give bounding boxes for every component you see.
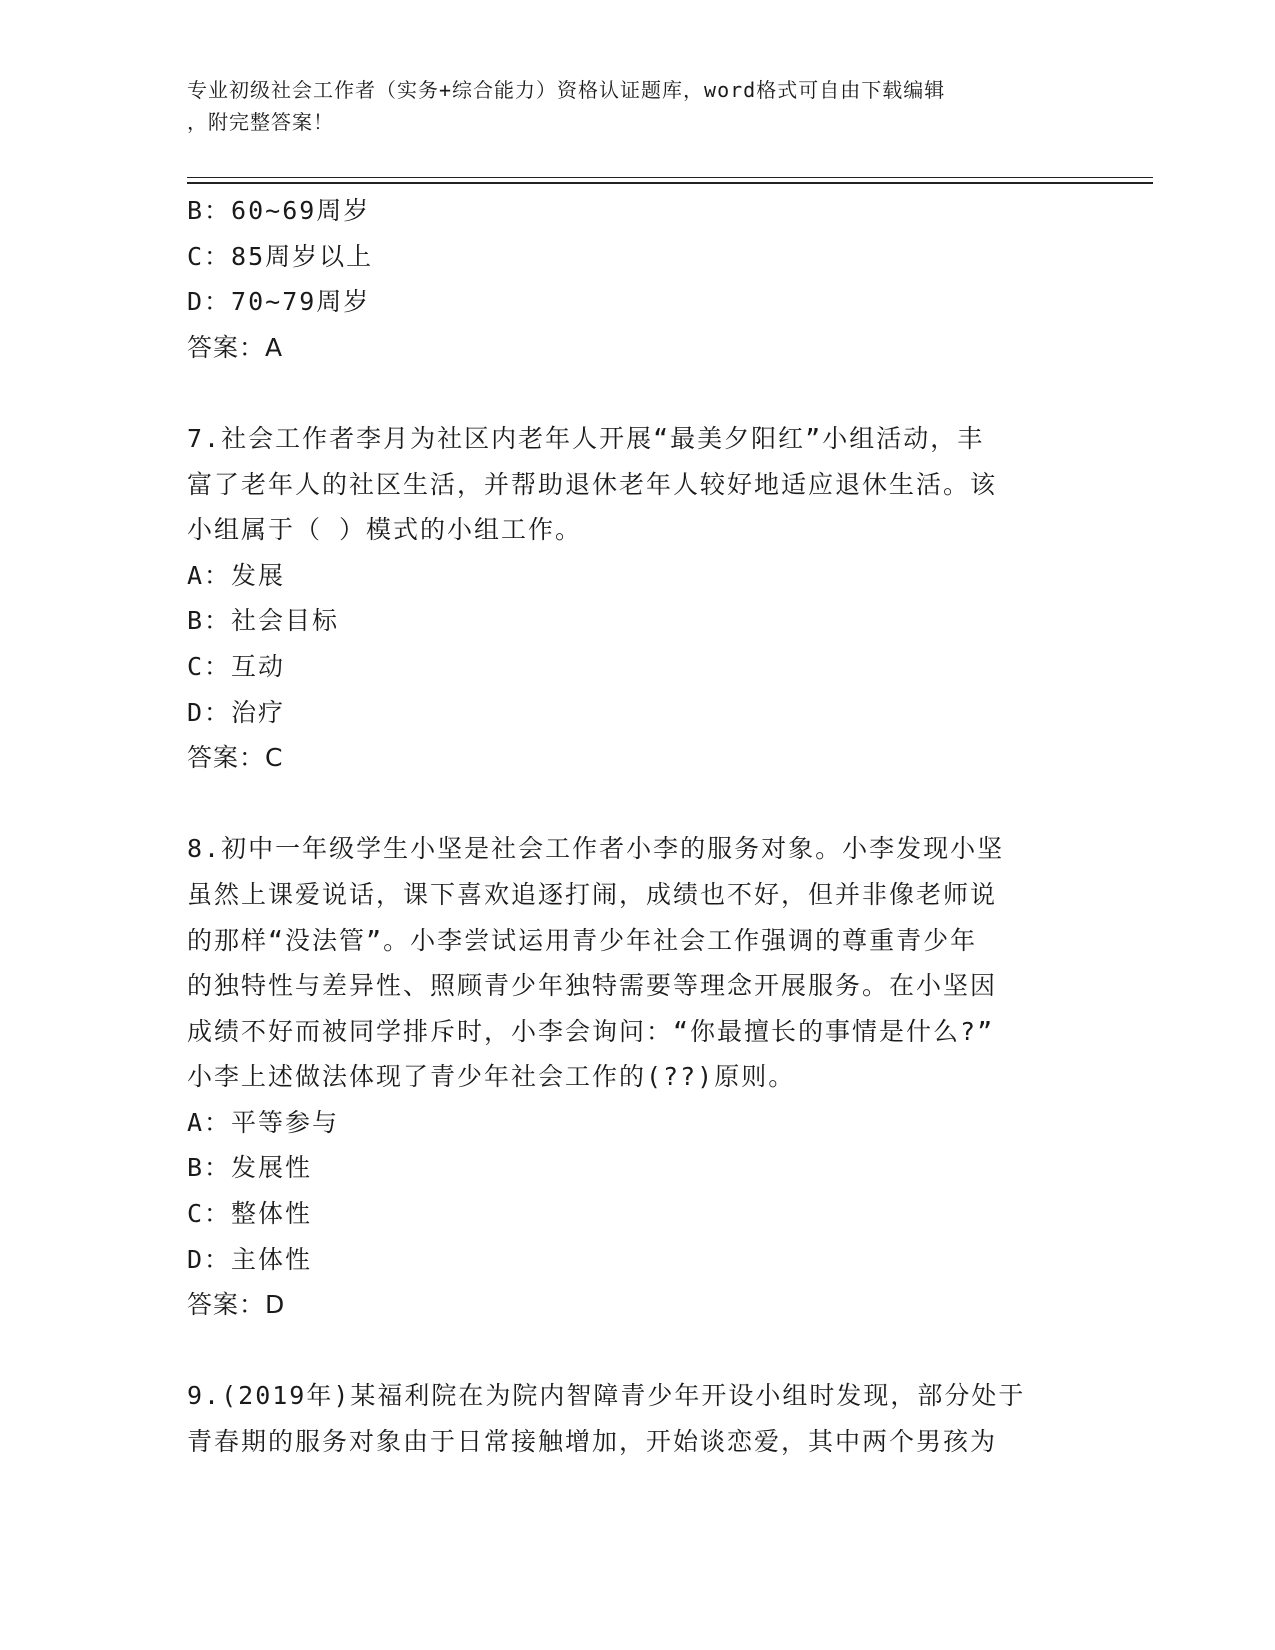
spacer bbox=[187, 781, 1087, 827]
option-c: C：互动 bbox=[187, 651, 286, 681]
option-b: B：60~69周岁 bbox=[187, 196, 371, 225]
question-9 bbox=[187, 1373, 1087, 1464]
header-divider-thick bbox=[187, 182, 1153, 184]
option-a: A：发展 bbox=[187, 560, 286, 590]
option-c: C：整体性 bbox=[187, 1199, 313, 1229]
option-c: C：85周岁以上 bbox=[187, 241, 374, 271]
option-a: A：平等参与 bbox=[187, 1107, 340, 1137]
question-stem-line: 成绩不好而被同学排斥时，小李会询问：“你最擅长的事情是什么?” bbox=[187, 1016, 995, 1046]
header-title-line-2: ，附完整答案！ bbox=[187, 110, 334, 134]
question-stem-line: 8.初中一年级学生小坚是社会工作者小李的服务对象。小李发现小坚 bbox=[187, 834, 1005, 864]
question-stem-line: 小李上述做法体现了青少年社会工作的(??)原则。 bbox=[187, 1062, 796, 1092]
spacer bbox=[187, 370, 1087, 416]
question-8 bbox=[187, 826, 1087, 1328]
document-body bbox=[187, 188, 1087, 1465]
question-6-continued bbox=[187, 188, 1087, 370]
question-stem-line: 的独特性与差异性、照顾青少年独特需要等理念开展服务。在小坚因 bbox=[187, 971, 998, 1001]
question-stem-line: 富了老年人的社区生活，并帮助退休老年人较好地适应退休生活。该 bbox=[187, 469, 998, 499]
spacer bbox=[187, 1328, 1087, 1374]
question-stem-line: 虽然上课爱说话，课下喜欢追逐打闹，成绩也不好，但并非像老师说 bbox=[187, 879, 998, 909]
option-b: B：社会目标 bbox=[187, 606, 340, 636]
question-stem-line: 青春期的服务对象由于日常接触增加，开始谈恋爱，其中两个男孩为 bbox=[187, 1427, 998, 1457]
option-d: D：70~79周岁 bbox=[187, 287, 371, 317]
question-7 bbox=[187, 416, 1087, 781]
answer-line: 答案：D bbox=[187, 1290, 286, 1320]
answer-line: 答案：A bbox=[187, 332, 284, 362]
option-d: D：治疗 bbox=[187, 697, 286, 727]
question-stem-line: 7.社会工作者李月为社区内老年人开展“最美夕阳红”小组活动，丰 bbox=[187, 423, 985, 453]
option-d: D：主体性 bbox=[187, 1244, 313, 1274]
question-stem-line: 的那样“没法管”。小李尝试运用青少年社会工作强调的尊重青少年 bbox=[187, 925, 978, 955]
header-title-line-1: 专业初级社会工作者（实务+综合能力）资格认证题库，word格式可自由下载编辑 bbox=[187, 78, 946, 102]
question-stem-line: 小组属于（ ）模式的小组工作。 bbox=[187, 515, 583, 545]
option-b: B：发展性 bbox=[187, 1153, 313, 1183]
answer-line: 答案：C bbox=[187, 743, 284, 773]
header-divider-thin bbox=[187, 177, 1153, 178]
question-stem-line: 9.(2019年)某福利院在为院内智障青少年开设小组时发现，部分处于 bbox=[187, 1381, 1026, 1411]
document-header bbox=[187, 74, 1087, 138]
